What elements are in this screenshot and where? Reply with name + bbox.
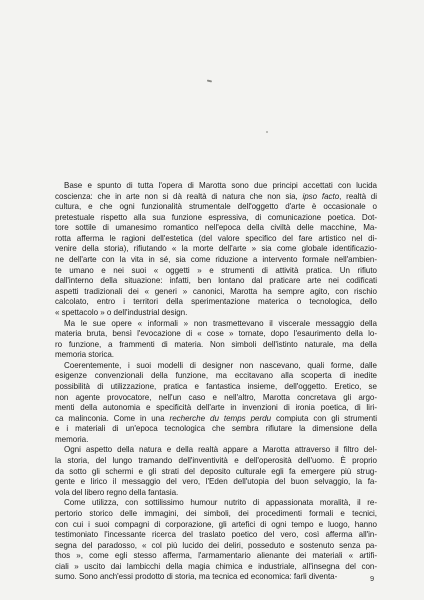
body-paragraph xyxy=(55,445,377,498)
text-run: compiuta con gli strumenti xyxy=(271,413,377,423)
text-run: la storia, del lungo tramando dell'inventività e dell'operosità dell'uomo. È proprio xyxy=(55,456,377,466)
text-line xyxy=(55,382,377,393)
text-line xyxy=(55,509,377,520)
text-run: memoria. xyxy=(55,434,89,444)
paper-speck xyxy=(266,131,268,133)
text-run: ro funzione, a frammenti di materia. Non simboli dell'istinto naturale, ma della xyxy=(55,339,377,349)
text-line xyxy=(55,541,377,552)
text-line xyxy=(55,498,377,509)
text-run: venire della storia), rifiutando « la morte dell'arte » sia come globale identificazio- xyxy=(55,244,377,254)
italic-phrase: ipso facto xyxy=(302,191,340,201)
text-run: ciali » uscito dai lambicchi della magia chimica e industriale, all'insegna del con- xyxy=(55,561,377,571)
text-run: non agente provocatore, nell'un caso e nell'altro, Marotta concretava gli argo- xyxy=(55,392,377,402)
text-run: Base e spunto di tutta l'opera di Marotta sono due principi accettati con lucida xyxy=(64,181,377,190)
text-run: Ogni aspetto della natura e della realtà appare a Marotta attraverso il filtro del- xyxy=(64,445,377,455)
text-run: gente e lirico il messaggio del vero, l'Eden dell'utopia del buon selvaggio, la fa- xyxy=(55,477,377,487)
text-line xyxy=(55,414,377,425)
text-run: dall'interno della situazione: infatti, ben lontano dal praticare arte nei codificati xyxy=(55,276,377,286)
text-line xyxy=(55,551,377,562)
text-run: esigenze convenzionali della funzione, ma eccitavano alla scoperta di inedite xyxy=(55,371,377,381)
text-run: sumo. Sono anch'essi prodotto di storia, ma tecnica ed economica: farli diventa- xyxy=(55,572,338,582)
body-paragraph xyxy=(55,498,377,583)
text-line xyxy=(55,371,377,382)
text-line xyxy=(55,562,377,573)
text-run: Come utilizza, con sottilissimo humour nutrito di appassionata moralità, il re- xyxy=(64,498,377,508)
text-run: ca malinconia. Come in una xyxy=(55,413,170,423)
text-line xyxy=(55,488,377,499)
text-line xyxy=(55,181,377,192)
text-run: pertorio storico delle immagini, dei simboli, dei procedimenti formali e tecnici, xyxy=(55,508,377,518)
text-run: possibilità di utilizzazione, pratica e fantastica insieme, dell'oggetto. Eretico, se xyxy=(55,381,377,391)
text-run: con cui i suoi compagni di corporazione, gli artefici di ogni tempo e luogo, hanno xyxy=(55,519,377,529)
text-line xyxy=(55,319,377,330)
text-line xyxy=(55,329,377,340)
text-run: Ma le sue opere « informali » non trasmettevano il viscerale messaggio della xyxy=(64,318,377,328)
text-line xyxy=(55,403,377,414)
text-line xyxy=(55,276,377,287)
text-line xyxy=(55,520,377,531)
text-run: menti della autonomia e specificità dell'arte in invenzioni di ironia poetica, di liri- xyxy=(55,403,377,413)
text-line xyxy=(55,467,377,478)
text-run: « spettacolo » o dell'industrial design. xyxy=(55,307,188,317)
text-run: testimoniato l'incessante ricerca del traslato poetico del vero, così afferma all'in- xyxy=(55,530,377,540)
text-line xyxy=(55,255,377,266)
text-line xyxy=(55,435,377,446)
text-line xyxy=(55,213,377,224)
text-run: pretestuale rispetto alla sua funzione espressiva, di comunicazione poetica. Dot- xyxy=(55,212,377,222)
body-paragraph xyxy=(55,361,377,446)
text-line xyxy=(55,393,377,404)
text-run: coscienza: che in arte non si dà realtà di natura che non sia, xyxy=(55,191,303,201)
text-line xyxy=(55,266,377,277)
text-run: memoria storica. xyxy=(55,350,114,360)
text-line xyxy=(55,297,377,308)
body-paragraph xyxy=(55,181,377,319)
text-run: aspetti tradizionali dei « generi » canonici, Marotta ha sempre agito, con rischio xyxy=(55,286,377,296)
text-run: , realtà di xyxy=(339,191,377,201)
body-paragraph xyxy=(55,319,377,361)
text-line xyxy=(55,424,377,435)
text-run: segna del paradosso, « col più lucido dei deliri, posseduto e sostenuto senza pa- xyxy=(55,540,377,550)
text-line xyxy=(55,456,377,467)
text-line xyxy=(55,287,377,298)
text-line xyxy=(55,477,377,488)
text-run: rotta afferma le ragioni dell'estetica (del valore specifico del fare artistico nel di- xyxy=(55,233,377,243)
text-line xyxy=(55,350,377,361)
text-run: cultura, e che ogni funzionalità strumentale dell'oggetto d'arte è occasionale o xyxy=(55,202,377,212)
text-line xyxy=(55,572,377,583)
text-line xyxy=(55,340,377,351)
text-run: te umano e nei suoi « oggetti » e strumenti di attività pratica. Un rifiuto xyxy=(55,265,377,275)
text-line xyxy=(55,192,377,203)
text-run: ne dell'arte con la vita in sé, sia come riduzione a intervento formale nell'ambien- xyxy=(55,255,377,265)
text-line xyxy=(55,202,377,213)
text-run: thos », come egli stesso afferma, l'armamentario alienante dei materiali « artifi- xyxy=(55,551,377,561)
text-line xyxy=(55,223,377,234)
body-text xyxy=(55,181,377,583)
text-run: calcolato, entro i territori della sperimentazione materica o tecnologica, dello xyxy=(55,297,377,307)
text-run: materia bruta, bensì l'evocazione di « cose » tornate, dopo l'esaurimento della lo- xyxy=(55,329,377,339)
paper-speck xyxy=(207,79,212,82)
text-line xyxy=(55,445,377,456)
text-line xyxy=(55,244,377,255)
text-run: tore sottile di umanesimo romantico nell'epoca della civiltà delle macchine, Ma- xyxy=(55,223,377,233)
page-number: 9 xyxy=(370,574,375,583)
text-line xyxy=(55,530,377,541)
text-run: e i materiali di un'epoca tecnologica che sembra rifiutare la dimensione della xyxy=(55,424,377,434)
text-line xyxy=(55,361,377,372)
italic-phrase: recherche du temps perdu xyxy=(169,413,272,423)
text-line xyxy=(55,234,377,245)
text-run: da sotto gli schermi e gli strati del deposito culturale egli fa emergere più strug- xyxy=(55,466,377,476)
text-line xyxy=(55,308,377,319)
text-run: Coerentemente, i suoi modelli di designer non nascevano, quali forme, dalle xyxy=(64,360,377,370)
text-run: vola del libero regno della fantasia. xyxy=(55,487,179,497)
